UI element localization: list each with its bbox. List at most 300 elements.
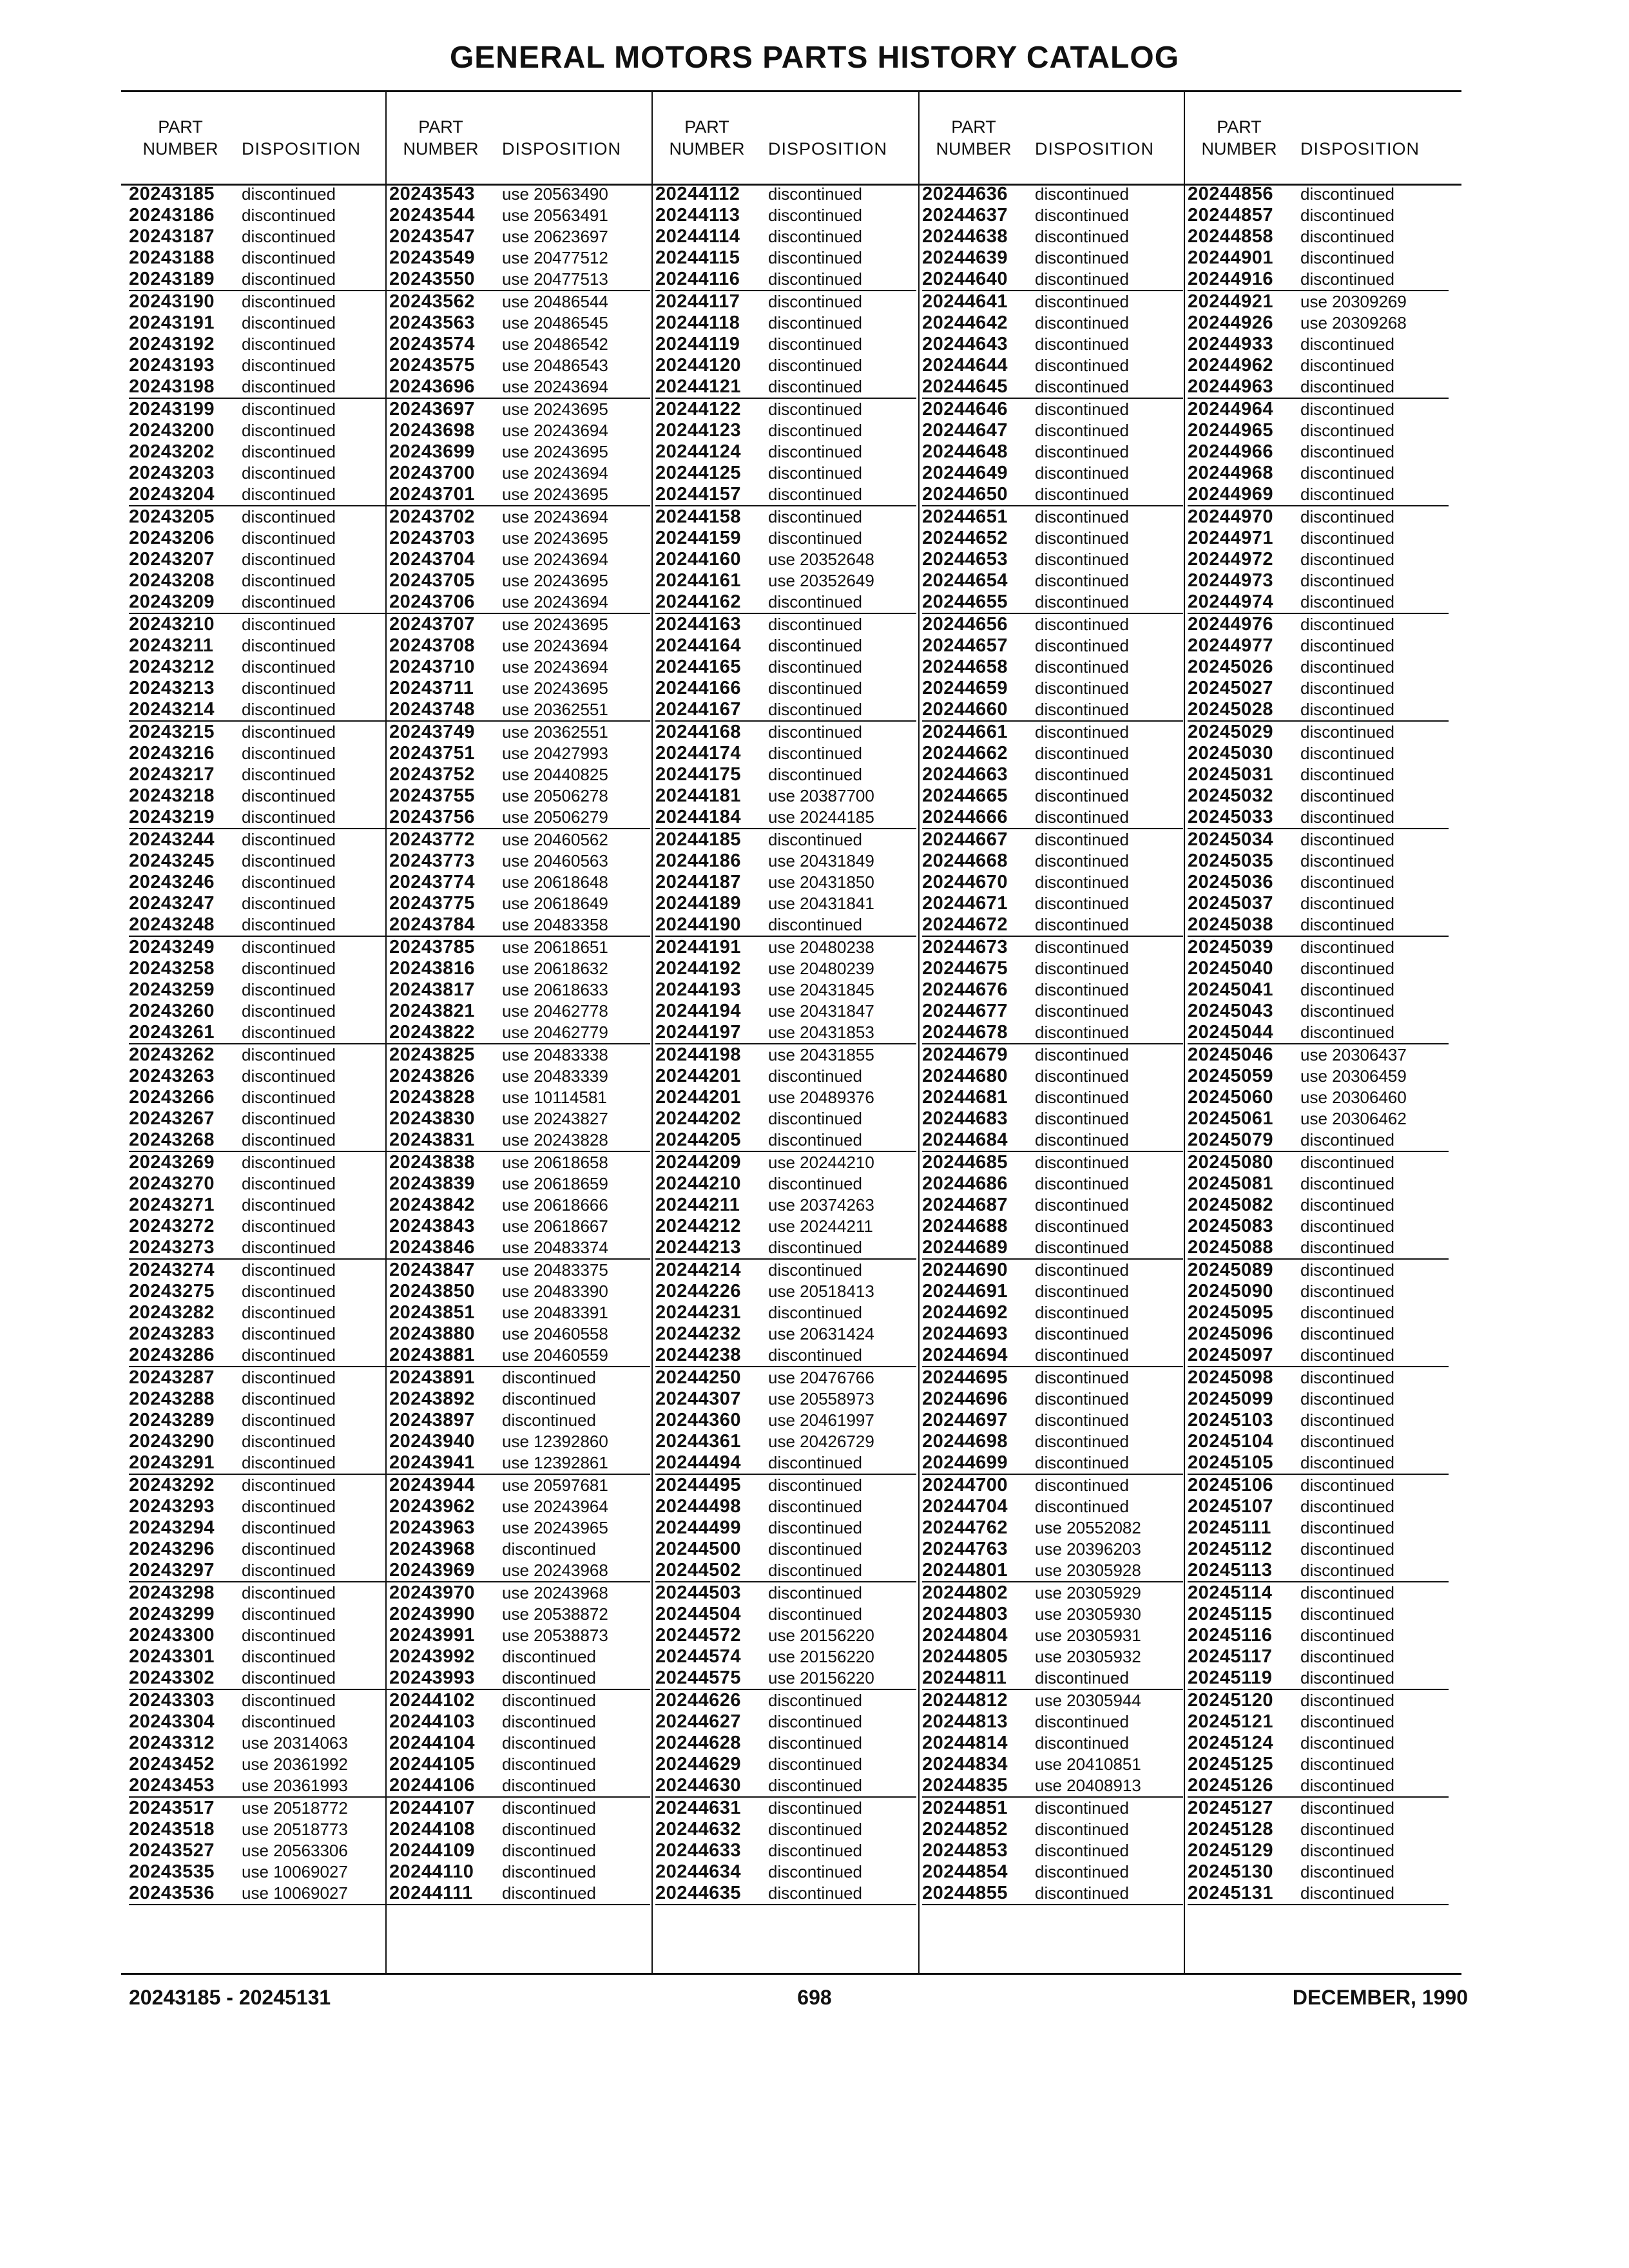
table-row	[655, 807, 916, 828]
part-number: 20243775	[389, 893, 476, 914]
table-row	[922, 1754, 1183, 1775]
disposition: discontinued	[1300, 1841, 1394, 1860]
table-row	[389, 1237, 650, 1258]
part-number: 20243518	[129, 1819, 215, 1840]
part-number: 20243294	[129, 1517, 215, 1538]
disposition: discontinued	[1035, 571, 1129, 590]
part-number: 20244762	[922, 1517, 1008, 1538]
table-row	[129, 1517, 390, 1539]
table-row	[129, 1087, 390, 1108]
part-number: 20244504	[655, 1604, 742, 1624]
disposition: discontinued	[1300, 442, 1394, 461]
part-number: 20243755	[389, 785, 476, 806]
part-number: 20244360	[655, 1410, 742, 1430]
table-row	[655, 1452, 916, 1474]
table-row	[1188, 247, 1449, 269]
table-row	[655, 1517, 916, 1539]
disposition: use 20460563	[502, 851, 608, 870]
disposition: use 20558973	[768, 1389, 874, 1408]
disposition: discontinued	[1035, 1130, 1129, 1149]
part-number: 20244167	[655, 699, 742, 720]
part-number: 20243968	[389, 1539, 476, 1559]
row-group	[1188, 506, 1449, 614]
table-row	[655, 1281, 916, 1302]
part-number: 20244194	[655, 1001, 742, 1021]
row-group	[922, 614, 1183, 722]
table-row	[1188, 205, 1449, 226]
table-row	[129, 355, 390, 376]
column-divider	[651, 90, 653, 1974]
part-number: 20243705	[389, 570, 476, 591]
table-row	[129, 1539, 390, 1560]
disposition: discontinued	[1300, 334, 1394, 354]
disposition: discontinued	[502, 1754, 596, 1774]
disposition: use 20243965	[502, 1518, 608, 1537]
disposition: use 20243968	[502, 1561, 608, 1580]
table-row	[389, 420, 650, 441]
table-row	[922, 441, 1183, 463]
part-number: 20244852	[922, 1819, 1008, 1840]
table-row	[389, 291, 650, 312]
table-row	[1188, 850, 1449, 872]
part-number: 20244656	[922, 614, 1008, 635]
disposition: discontinued	[1035, 1282, 1129, 1301]
table-row	[389, 1044, 650, 1066]
part-number: 20243991	[389, 1625, 476, 1646]
catalog-column	[655, 0, 916, 2268]
part-number: 20243299	[129, 1604, 215, 1624]
catalog-column	[129, 0, 390, 2268]
disposition: discontinued	[1035, 1066, 1129, 1086]
table-row	[1188, 764, 1449, 785]
table-row	[655, 1775, 916, 1796]
table-row	[655, 441, 916, 463]
part-number: 20245095	[1188, 1302, 1274, 1323]
disposition: discontinued	[1035, 248, 1129, 267]
part-number: 20243283	[129, 1323, 215, 1344]
table-row	[129, 549, 390, 570]
part-number: 20244649	[922, 463, 1008, 483]
header-part-label: PART	[418, 117, 463, 137]
disposition: use 20460558	[502, 1324, 608, 1343]
disposition: discontinued	[1300, 636, 1394, 655]
part-number: 20244638	[922, 226, 1008, 247]
table-row	[922, 334, 1183, 355]
part-number: 20243217	[129, 764, 215, 785]
disposition: discontinued	[1300, 1195, 1394, 1215]
row-group	[129, 614, 390, 722]
part-number: 20244651	[922, 506, 1008, 527]
disposition: discontinued	[502, 1883, 596, 1903]
part-number: 20245030	[1188, 743, 1274, 764]
part-number: 20244802	[922, 1582, 1008, 1603]
disposition: discontinued	[1035, 1453, 1129, 1472]
table-row	[1188, 743, 1449, 764]
part-number: 20243697	[389, 399, 476, 419]
table-row	[129, 1819, 390, 1840]
row-group	[389, 722, 650, 829]
part-number: 20243749	[389, 722, 476, 742]
part-number: 20244157	[655, 484, 742, 505]
part-number: 20244119	[655, 334, 740, 354]
table-row	[922, 1625, 1183, 1646]
table-row	[389, 1410, 650, 1431]
part-number: 20243969	[389, 1560, 476, 1581]
table-row	[922, 1431, 1183, 1452]
part-number: 20244681	[922, 1087, 1008, 1108]
disposition: discontinued	[768, 1583, 862, 1602]
part-number: 20244114	[655, 226, 740, 247]
part-number: 20244926	[1188, 312, 1274, 333]
disposition: discontinued	[242, 571, 336, 590]
disposition: discontinued	[242, 292, 336, 311]
part-number: 20243297	[129, 1560, 215, 1581]
table-row	[922, 1775, 1183, 1796]
part-number: 20244647	[922, 420, 1008, 441]
disposition: discontinued	[242, 377, 336, 396]
table-row	[922, 355, 1183, 376]
row-group	[389, 1582, 650, 1690]
header-disposition-label: DISPOSITION	[768, 139, 888, 159]
table-row	[1188, 872, 1449, 893]
table-row	[922, 914, 1183, 936]
row-group	[655, 1582, 916, 1690]
disposition: use 20476766	[768, 1368, 874, 1387]
table-row	[655, 591, 916, 613]
table-row	[655, 1690, 916, 1711]
disposition: discontinued	[1300, 571, 1394, 590]
disposition: discontinued	[1300, 528, 1394, 548]
table-row	[129, 1173, 390, 1195]
disposition: discontinued	[1035, 722, 1129, 742]
table-row	[389, 1625, 650, 1646]
part-number: 20245035	[1188, 850, 1274, 871]
disposition: discontinued	[1300, 1754, 1394, 1774]
part-number: 20243202	[129, 441, 215, 462]
disposition: use 20486545	[502, 313, 608, 332]
table-row	[922, 528, 1183, 549]
row-group	[1188, 1367, 1449, 1475]
disposition: discontinued	[1035, 807, 1129, 827]
table-row	[922, 1539, 1183, 1560]
disposition: discontinued	[242, 1647, 336, 1666]
disposition: discontinued	[1035, 1174, 1129, 1193]
table-row	[389, 441, 650, 463]
disposition: discontinued	[242, 1238, 336, 1257]
table-row	[655, 1819, 916, 1840]
part-number: 20244835	[922, 1775, 1008, 1796]
row-group	[389, 829, 650, 937]
part-number: 20244805	[922, 1646, 1008, 1667]
header-number-label: NUMBER	[403, 139, 479, 159]
disposition: discontinued	[242, 1303, 336, 1322]
row-group	[922, 1690, 1183, 1798]
disposition: use 20362551	[502, 722, 608, 742]
table-row	[655, 570, 916, 591]
disposition: discontinued	[242, 592, 336, 611]
disposition: discontinued	[242, 184, 336, 204]
table-row	[922, 1475, 1183, 1496]
part-number: 20243701	[389, 484, 476, 505]
part-number: 20244494	[655, 1452, 742, 1473]
table-row	[655, 678, 916, 699]
part-number: 20244121	[655, 376, 742, 397]
part-number: 20243267	[129, 1108, 215, 1129]
table-row	[129, 829, 390, 850]
disposition: use 20306459	[1300, 1066, 1407, 1086]
part-number: 20245033	[1188, 807, 1274, 827]
disposition: use 20538872	[502, 1604, 608, 1624]
table-row	[129, 937, 390, 958]
part-number: 20244933	[1188, 334, 1274, 354]
table-row	[655, 355, 916, 376]
table-row	[129, 1840, 390, 1861]
disposition: discontinued	[242, 980, 336, 999]
disposition: discontinued	[1300, 1282, 1394, 1301]
part-number: 20244181	[655, 785, 742, 806]
disposition: discontinued	[1035, 1153, 1129, 1172]
table-row	[1188, 570, 1449, 591]
disposition: discontinued	[768, 1561, 862, 1580]
table-row	[1188, 1367, 1449, 1389]
header-part-label: PART	[1217, 117, 1262, 137]
table-row	[655, 312, 916, 334]
part-number: 20244921	[1188, 291, 1274, 312]
row-group	[129, 1044, 390, 1152]
table-row	[655, 506, 916, 528]
table-row	[129, 205, 390, 226]
table-row	[922, 1840, 1183, 1861]
disposition: discontinued	[1035, 507, 1129, 526]
table-row	[389, 1819, 650, 1840]
part-number: 20243544	[389, 205, 476, 226]
table-row	[655, 463, 916, 484]
part-number: 20244813	[922, 1711, 1008, 1732]
disposition: discontinued	[1035, 744, 1129, 763]
table-row	[389, 1195, 650, 1216]
part-number: 20244106	[389, 1775, 476, 1796]
row-group	[655, 1798, 916, 1905]
table-row	[655, 914, 916, 936]
part-number: 20244858	[1188, 226, 1274, 247]
table-row	[1188, 807, 1449, 828]
row-group	[1188, 1260, 1449, 1367]
part-number: 20243536	[129, 1883, 215, 1903]
disposition: discontinued	[1035, 550, 1129, 569]
part-number: 20244191	[655, 937, 742, 957]
part-number: 20245037	[1188, 893, 1274, 914]
disposition: discontinued	[1300, 1561, 1394, 1580]
disposition: discontinued	[1035, 485, 1129, 504]
part-number: 20244698	[922, 1431, 1008, 1452]
disposition: discontinued	[502, 1368, 596, 1387]
disposition: discontinued	[1035, 442, 1129, 461]
part-number: 20243700	[389, 463, 476, 483]
table-row	[129, 1129, 390, 1151]
table-row	[1188, 441, 1449, 463]
table-row	[655, 872, 916, 893]
part-number: 20245029	[1188, 722, 1274, 742]
part-number: 20244662	[922, 743, 1008, 764]
disposition: use 20243827	[502, 1109, 608, 1128]
part-number: 20244668	[922, 850, 1008, 871]
part-number: 20243843	[389, 1216, 476, 1236]
disposition: use 20440825	[502, 765, 608, 784]
part-number: 20245039	[1188, 937, 1274, 957]
table-row	[1188, 1195, 1449, 1216]
disposition: use 20243694	[502, 636, 608, 655]
disposition: discontinued	[768, 1345, 862, 1365]
disposition: use 20618632	[502, 959, 608, 978]
table-row	[1188, 937, 1449, 958]
table-row	[655, 1475, 916, 1496]
disposition: discontinued	[1300, 894, 1394, 913]
part-number: 20244965	[1188, 420, 1274, 441]
part-number: 20243216	[129, 743, 215, 764]
table-row	[129, 1798, 390, 1819]
table-row	[655, 376, 916, 398]
disposition: discontinued	[1035, 1497, 1129, 1516]
disposition: use 20597681	[502, 1475, 608, 1495]
table-row	[389, 1604, 650, 1625]
disposition: discontinued	[242, 1561, 336, 1580]
row-group	[922, 722, 1183, 829]
part-number: 20244499	[655, 1517, 742, 1538]
disposition: use 20477513	[502, 269, 608, 289]
disposition: discontinued	[1035, 1883, 1129, 1903]
part-number: 20245117	[1188, 1646, 1273, 1667]
disposition: discontinued	[768, 1733, 862, 1753]
table-row	[129, 1152, 390, 1173]
part-number: 20243210	[129, 614, 215, 635]
disposition: discontinued	[242, 937, 336, 957]
part-number: 20243209	[129, 591, 215, 612]
table-row	[129, 1323, 390, 1345]
part-number: 20244193	[655, 979, 742, 1000]
table-row	[922, 1108, 1183, 1129]
row-group	[655, 1475, 916, 1582]
disposition: discontinued	[242, 851, 336, 870]
disposition: use 20483390	[502, 1282, 608, 1301]
disposition: discontinued	[1300, 1668, 1394, 1687]
disposition: discontinued	[242, 678, 336, 698]
disposition: discontinued	[768, 292, 862, 311]
part-number: 20244673	[922, 937, 1008, 957]
table-row	[1188, 958, 1449, 979]
table-row	[129, 1775, 390, 1796]
part-number: 20244117	[655, 291, 740, 312]
table-row	[129, 1431, 390, 1452]
table-row	[129, 463, 390, 484]
disposition: discontinued	[1300, 765, 1394, 784]
part-number: 20244205	[655, 1129, 742, 1150]
disposition: discontinued	[502, 1712, 596, 1731]
table-row	[389, 764, 650, 785]
part-number: 20243193	[129, 355, 215, 376]
disposition: use 20483375	[502, 1260, 608, 1280]
table-row	[389, 1452, 650, 1474]
table-row	[389, 528, 650, 549]
part-number: 20244184	[655, 807, 742, 827]
disposition: discontinued	[242, 1324, 336, 1343]
part-number: 20244640	[922, 269, 1008, 289]
disposition: discontinued	[502, 1410, 596, 1430]
table-row	[1188, 463, 1449, 484]
table-row	[922, 1883, 1183, 1904]
disposition: discontinued	[502, 1647, 596, 1666]
part-number: 20243211	[129, 635, 214, 656]
table-row	[1188, 1560, 1449, 1581]
disposition: use 20431845	[768, 980, 874, 999]
footer-page-number: 698	[797, 1986, 832, 2009]
row-group	[655, 291, 916, 399]
table-row	[1188, 1711, 1449, 1733]
part-number: 20243263	[129, 1066, 215, 1086]
disposition: use 20518773	[242, 1820, 348, 1839]
row-group	[922, 1798, 1183, 1905]
disposition: discontinued	[1300, 1153, 1394, 1172]
table-row	[389, 355, 650, 376]
table-row	[1188, 614, 1449, 635]
table-row	[922, 1216, 1183, 1237]
table-row	[655, 699, 916, 720]
disposition: discontinued	[242, 1260, 336, 1280]
part-number: 20244672	[922, 914, 1008, 935]
table-row	[1188, 549, 1449, 570]
disposition: discontinued	[768, 1776, 862, 1795]
disposition: discontinued	[1300, 1712, 1394, 1731]
part-number: 20243266	[129, 1087, 215, 1108]
row-group	[1188, 614, 1449, 722]
table-row	[389, 205, 650, 226]
part-number: 20245129	[1188, 1840, 1274, 1861]
table-row	[389, 914, 650, 936]
part-number: 20243185	[129, 184, 215, 204]
part-number: 20244125	[655, 463, 742, 483]
part-number: 20243312	[129, 1733, 215, 1753]
disposition: use 20309269	[1300, 292, 1407, 311]
disposition: use 20618649	[502, 894, 608, 913]
table-row	[655, 1410, 916, 1431]
table-row	[922, 1690, 1183, 1711]
table-row	[129, 1410, 390, 1431]
row-group	[389, 291, 650, 399]
table-row	[1188, 1108, 1449, 1129]
row-group	[1188, 399, 1449, 506]
table-row	[1188, 1389, 1449, 1410]
row-group	[655, 829, 916, 937]
part-number: 20245105	[1188, 1452, 1274, 1473]
part-number: 20243453	[129, 1775, 215, 1796]
disposition: use 20563306	[242, 1841, 348, 1860]
disposition: discontinued	[242, 1410, 336, 1430]
table-row	[389, 1711, 650, 1733]
part-number: 20244969	[1188, 484, 1274, 505]
table-row	[1188, 699, 1449, 720]
table-row	[1188, 1066, 1449, 1087]
disposition: discontinued	[1035, 1733, 1129, 1753]
part-number: 20243821	[389, 1001, 476, 1021]
part-number: 20243290	[129, 1431, 215, 1452]
part-number: 20245130	[1188, 1861, 1274, 1882]
part-number: 20243275	[129, 1281, 215, 1302]
table-row	[129, 1216, 390, 1237]
part-number: 20244209	[655, 1152, 742, 1173]
part-number: 20245116	[1188, 1625, 1273, 1646]
row-group	[922, 937, 1183, 1044]
disposition: discontinued	[768, 1691, 862, 1710]
disposition: discontinued	[502, 1820, 596, 1839]
